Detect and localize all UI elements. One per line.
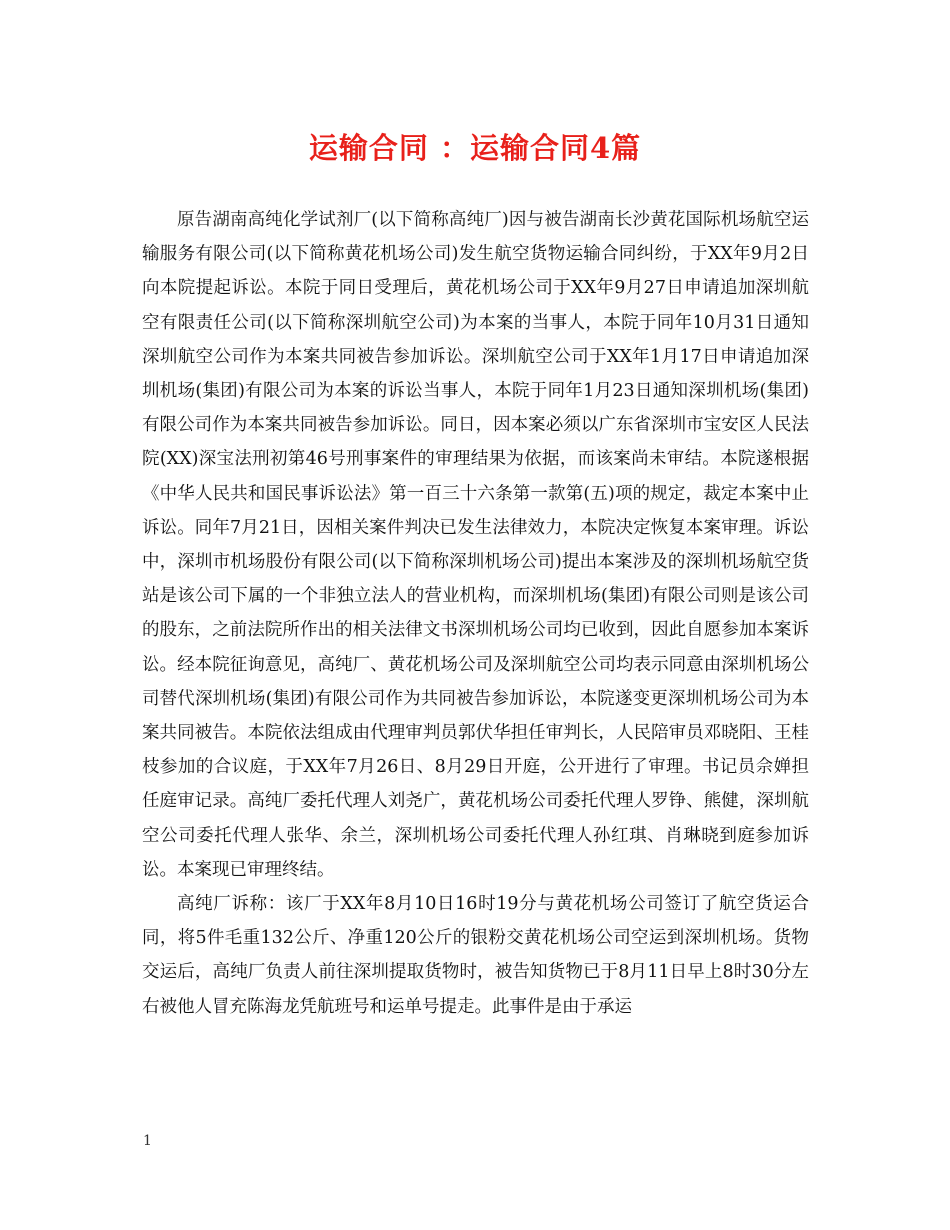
document-title: 运输合同 ：运输合同4篇 (308, 131, 642, 165)
body-paragraph-2: 高纯厂诉称：该厂于XX年8月10日16时19分与黄花机场公司签订了航空货运合同，将5件毛重132公斤、净重120公斤的银粉交黄花机场公司空运到深圳机场。货物交运后，高纯厂负责人前往深圳提取货物时，被告知货物已于8月11日早上8时30分左右被他人冒充陈海龙凭航班号和运单号提走。此事件是由于承运 (142, 894, 809, 1017)
page-number: 1 (143, 1133, 152, 1149)
document-body (142, 203, 809, 1024)
body-paragraph-1: 原告湖南高纯化学试剂厂(以下简称高纯厂)因与被告湖南长沙黄花国际机场航空运输服务有限公司(以下简称黄花机场公司)发生航空货物运输合同纠纷，于XX年9月2日向本院提起诉讼。本院于同日受理后，黄花机场公司于XX年9月27日申请追加深圳航空有限责任公司(以下简称深圳航空公司)为本案的当事人，本院于同年10月31日通知深圳航空公司作为本案共同被告参加诉讼。深圳航空公司于XX年1月17日申请追加深圳机场(集团)有限公司为本案的诉讼当事人，本院于同年1月23日通知深圳机场(集团)有限公司作为本案共同被告参加诉讼。同日，因本案必须以广东省深圳市宝安区人民法院(XX)深宝法刑初第46号刑事案件的审理结果为依据，而该案尚未审结。本院遂根据《中华人民共和国民事诉讼法》第一百三十六条第一款第(五)项的规定，裁定本案中止诉讼。同年7月21日，因相关案件判决已发生法律效力，本院决定恢复本案审理。诉讼中，深圳市机场股份有限公司(以下简称深圳机场公司)提出本案涉及的深圳机场航空货站是该公司下属的一个非独立法人的营业机构，而深圳机场(集团)有限公司则是该公司的股东，之前法院所作出的相关法律文书深圳机场公司均已收到，因此自愿参加本案诉讼。经本院征询意见，高纯厂、黄花机场公司及深圳航空公司均表示同意由深圳机场公司替代深圳机场(集团)有限公司作为共同被告参加诉讼，本院遂变更深圳机场公司为本案共同被告。本院依法组成由代理审判员郭伏华担任审判长，人民陪审员邓晓阳、王桂枝参加的合议庭，于XX年7月26日、8月29日开庭，公开进行了审理。书记员佘婵担任庭审记录。高纯厂委托代理人刘尧广，黄花机场公司委托代理人罗铮、熊健，深圳航空公司委托代理人张华、余兰，深圳机场公司委托代理人孙红琪、肖琳晓到庭参加诉讼。本案现已审理终结。 (142, 210, 809, 880)
